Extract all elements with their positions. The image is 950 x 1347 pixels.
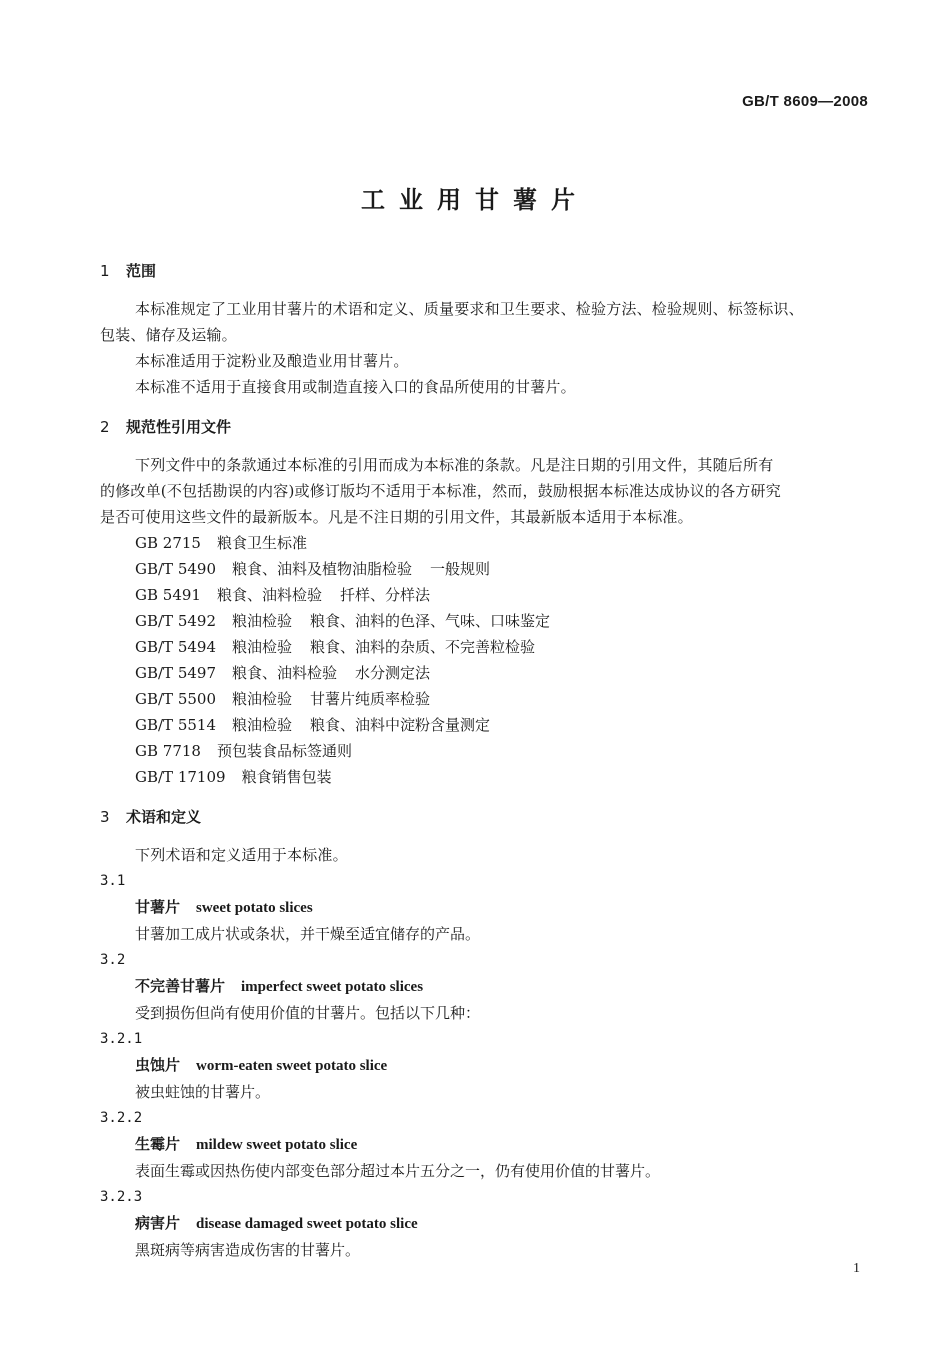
standard-code: GB/T 8609—2008 — [742, 93, 868, 110]
term-name-zh: 不完善甘薯片 — [135, 977, 226, 995]
reference-code: GB/T 5514 — [135, 716, 217, 734]
reference-title: 粮油检验 — [232, 638, 293, 656]
reference-subtitle: 粮食、油料的杂质、不完善粒检验 — [310, 638, 536, 656]
reference-item — [100, 608, 870, 634]
term-name-en: mildew sweet potato slice — [196, 1137, 358, 1153]
reference-code: GB/T 5490 — [135, 560, 217, 578]
term-name-en: disease damaged sweet potato slice — [196, 1216, 418, 1232]
term-number: 3.2 — [100, 952, 126, 968]
reference-code: GB/T 5492 — [135, 612, 217, 630]
term-name-zh: 生霉片 — [135, 1135, 181, 1153]
term-name — [100, 973, 870, 1000]
reference-title: 粮油检验 — [232, 612, 293, 630]
reference-title: 粮食、油料检验 — [216, 586, 322, 604]
reference-title: 粮食、油料及植物油脂检验 — [232, 560, 413, 578]
reference-item — [100, 582, 870, 608]
term-number: 3.2.1 — [100, 1031, 143, 1047]
scope-paragraph-3: 本标准不适用于直接食用或制造直接入口的食品所使用的甘薯片。 — [135, 378, 576, 396]
scope-paragraph-1-line-2: 包装、储存及运输。 — [100, 326, 237, 344]
reference-title: 粮食、油料检验 — [232, 664, 338, 682]
reference-subtitle: 粮食、油料中淀粉含量测定 — [310, 716, 491, 734]
reference-code: GB/T 5500 — [135, 690, 217, 708]
section-title: 规范性引用文件 — [126, 418, 232, 436]
section-3-heading — [100, 804, 870, 830]
section-number: 1 — [100, 262, 110, 280]
reference-item — [100, 712, 870, 738]
term-definition: 受到损伤但尚有使用价值的甘薯片。包括以下几种： — [135, 1004, 481, 1022]
reference-item — [100, 530, 870, 556]
reference-item — [100, 660, 870, 686]
reference-subtitle: 甘薯片纯质率检验 — [310, 690, 431, 708]
reference-item — [100, 764, 870, 790]
reference-code: GB/T 17109 — [135, 768, 226, 786]
term-definition: 被虫蛀蚀的甘薯片。 — [135, 1083, 271, 1101]
term-name-en: sweet potato slices — [196, 900, 313, 916]
reference-item — [100, 686, 870, 712]
reference-title: 粮油检验 — [232, 690, 293, 708]
term-name-zh: 病害片 — [135, 1214, 181, 1232]
references-intro-line-1: 下列文件中的条款通过本标准的引用而成为本标准的条款。凡是注日期的引用文件，其随后所有 — [135, 456, 774, 474]
reference-title: 粮食销售包装 — [241, 768, 332, 786]
reference-subtitle: 粮食、油料的色泽、气味、口味鉴定 — [310, 612, 551, 630]
reference-item — [100, 556, 870, 582]
reference-title: 粮食卫生标准 — [216, 534, 307, 552]
page-number: 1 — [853, 1261, 860, 1276]
section-title: 范围 — [126, 262, 157, 280]
reference-code: GB 7718 — [135, 742, 201, 760]
term-name-zh: 甘薯片 — [135, 898, 181, 916]
reference-subtitle: 一般规则 — [430, 560, 491, 578]
term-name — [100, 1210, 870, 1237]
reference-title: 粮油检验 — [232, 716, 293, 734]
reference-item — [100, 634, 870, 660]
document-body — [100, 258, 870, 1263]
term-name — [100, 894, 870, 921]
reference-code: GB/T 5494 — [135, 638, 217, 656]
scope-paragraph-2: 本标准适用于淀粉业及酿造业用甘薯片。 — [135, 352, 409, 370]
term-definition: 甘薯加工成片状或条状，并干燥至适宜储存的产品。 — [135, 925, 481, 943]
reference-subtitle: 水分测定法 — [355, 664, 431, 682]
term-name-en: worm-eaten sweet potato slice — [196, 1058, 388, 1074]
term-name-en: imperfect sweet potato slices — [241, 979, 424, 995]
references-intro-line-2: 的修改单(不包括勘误的内容)或修订版均不适用于本标准，然而，鼓励根据本标准达成协议的各方研究 — [100, 482, 781, 500]
terms-intro: 下列术语和定义适用于本标准。 — [135, 846, 348, 864]
term-number: 3.2.3 — [100, 1189, 143, 1205]
references-intro-line-3: 是否可使用这些文件的最新版本。凡是不注日期的引用文件，其最新版本适用于本标准。 — [100, 508, 693, 526]
document-title: 工业用甘薯片 — [361, 186, 589, 214]
reference-code: GB 5491 — [135, 586, 201, 604]
reference-code: GB 2715 — [135, 534, 201, 552]
section-title: 术语和定义 — [126, 808, 202, 826]
section-2-heading — [100, 414, 870, 440]
term-definition: 表面生霉或因热伤使内部变色部分超过本片五分之一，仍有使用价值的甘薯片。 — [135, 1162, 661, 1180]
term-number: 3.2.2 — [100, 1110, 143, 1126]
term-name-zh: 虫蚀片 — [135, 1056, 181, 1074]
section-1-heading — [100, 258, 870, 284]
term-definition: 黑斑病等病害造成伤害的甘薯片。 — [135, 1241, 361, 1259]
term-name — [100, 1131, 870, 1158]
scope-paragraph-1-line-1: 本标准规定了工业用甘薯片的术语和定义、质量要求和卫生要求、检验方法、检验规则、标签标识、 — [135, 300, 804, 318]
section-number: 2 — [100, 418, 110, 436]
term-name — [100, 1052, 870, 1079]
reference-code: GB/T 5497 — [135, 664, 217, 682]
section-number: 3 — [100, 808, 110, 826]
term-number: 3.1 — [100, 873, 126, 889]
reference-item — [100, 738, 870, 764]
reference-subtitle: 扦样、分样法 — [339, 586, 430, 604]
reference-title: 预包装食品标签通则 — [216, 742, 352, 760]
